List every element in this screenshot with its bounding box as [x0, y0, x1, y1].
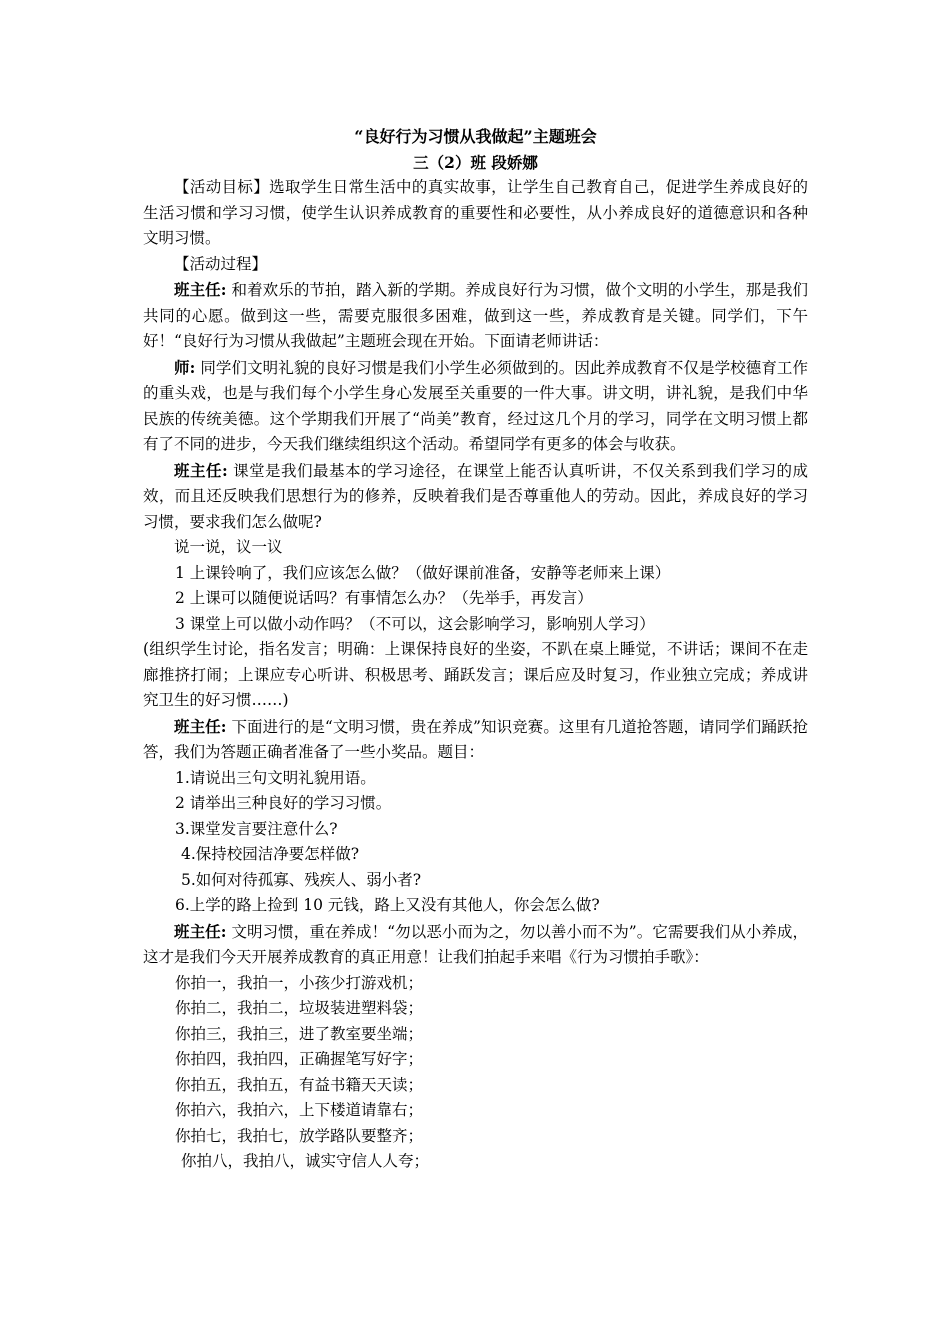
song-line: 你拍七，我拍七，放学路队要整齐；: [175, 1126, 424, 1145]
document-title: “良好行为习惯从我做起”主题班会: [354, 127, 597, 146]
song-line: 你拍二，我拍二，垃圾装进塑料袋；: [175, 999, 424, 1017]
document-page: [143, 124, 808, 1175]
song-line: 你拍六，我拍六，上下楼道请靠右；: [175, 1101, 424, 1119]
paragraph-2: [143, 355, 808, 458]
speaker-label: 班主任:: [174, 716, 227, 736]
document-author: 三（2）班 段娇娜: [413, 153, 538, 172]
paragraph-text: 同学们文明礼貌的良好习惯是我们小学生必须做到的。因此养成教育不仅是学校德育工作的重头戏，也是与我们每个小学生身心发展至关重要的一件大事。讲文明，讲礼貌，是我们中华民族的传统美德。这个学期我们开展了“尚美”教育，经过这几个月的学习，同学在文明习惯上都有了不同的进步，今天我们继续组织这个活动。希望同学有更多的体会与收获。: [143, 358, 808, 453]
quiz-item: 5.如何对待孤寡、残疾人、弱小者?: [181, 870, 422, 889]
speaker-label: 班主任:: [174, 460, 228, 480]
activity-goal: [143, 175, 808, 252]
quiz-item: 2 请举出三种良好的学习习惯。: [175, 794, 392, 812]
paragraph-text: 文明习惯，重在养成！“勿以恶小而为之，勿以善小而不为”。它需要我们从小养成，这才是我们今天开展养成教育的真正用意！让我们拍起手来唱《行为习惯拍手歌》：: [143, 922, 808, 966]
paragraph-text: 下面进行的是“文明习惯，贵在养成”知识竞赛。这里有几道抢答题，请同学们踊跃抢答，我们为答题正确者准备了一些小奖品。题目：: [143, 717, 808, 761]
paragraph-5: [143, 919, 808, 971]
goal-label: 【活动目标】: [174, 178, 270, 196]
quiz-item: 6.上学的路上捡到 10 元钱，路上又没有其他人，你会怎么做?: [175, 896, 600, 914]
paragraph-text: 课堂是我们最基本的学习途径，在课堂上能否认真听讲，不仅关系到我们学习的成效，而且还反映我们思想行为的修养，反映着我们是否尊重他人的劳动。因此，养成良好的学习习惯，要求我们怎么做呢?: [143, 461, 808, 531]
speaker-label: 班主任:: [174, 921, 227, 941]
discuss-item: 1 上课铃响了，我们应该怎么做？（做好课前准备，安静等老师来上课）: [175, 563, 671, 582]
discuss-item: 3 课堂上可以做小动作吗？（不可以，这会影响学习，影响别人学习）: [175, 614, 655, 633]
discuss-summary: (组织学生讨论，指名发言；明确：上课保持良好的坐姿，不趴在桌上睡觉，不讲话；课间不在走廊推挤打闹；上课应专心听讲、积极思考、踊跃发言；课后应及时复习，作业独立完成；养成讲究卫生的好习惯……): [143, 640, 808, 709]
speaker-label: 师:: [174, 357, 196, 377]
song-line: 你拍一，我拍一，小孩少打游戏机；: [175, 973, 424, 992]
song-line: 你拍三，我拍三，进了教室要坐端；: [175, 1024, 424, 1043]
paragraph-3: [143, 458, 808, 536]
song-line: 你拍五，我拍五，有益书籍天天读；: [175, 1075, 424, 1094]
quiz-item: 4.保持校园洁净要怎样做?: [181, 845, 360, 863]
paragraph-text: 和着欢乐的节拍，踏入新的学期。养成良好行为习惯，做个文明的小学生，那是我们共同的心愿。做到这一些，需要克服很多困难，做到这一些，养成教育是关键。同学们，下午好！“良好行为习惯从我做起”主题班会现在开始。下面请老师讲话：: [143, 281, 808, 350]
speaker-label: 班主任:: [174, 280, 227, 299]
song-line: 你拍四，我拍四，正确握笔写好字；: [175, 1050, 424, 1068]
discuss-item: 2 上课可以随便说话吗？有事情怎么办？（先举手，再发言）: [175, 589, 593, 607]
song-line: 你拍八，我拍八，诚实守信人人夸；: [181, 1152, 430, 1170]
paragraph-1: [143, 277, 808, 355]
paragraph-4: [143, 714, 808, 766]
process-label: 【活动过程】: [174, 254, 268, 273]
quiz-item: 1.请说出三句文明礼貌用语。: [175, 768, 376, 787]
goal-text: 选取学生日常生活中的真实故事，让学生自己教育自己，促进学生养成良好的生活习惯和学习习惯，使学生认识养成教育的重要性和必要性，从小养成良好的道德意识和各种文明习惯。: [143, 178, 808, 247]
discuss-label: 说一说，议一议: [174, 538, 283, 556]
quiz-item: 3.课堂发言要注意什么?: [175, 819, 338, 838]
